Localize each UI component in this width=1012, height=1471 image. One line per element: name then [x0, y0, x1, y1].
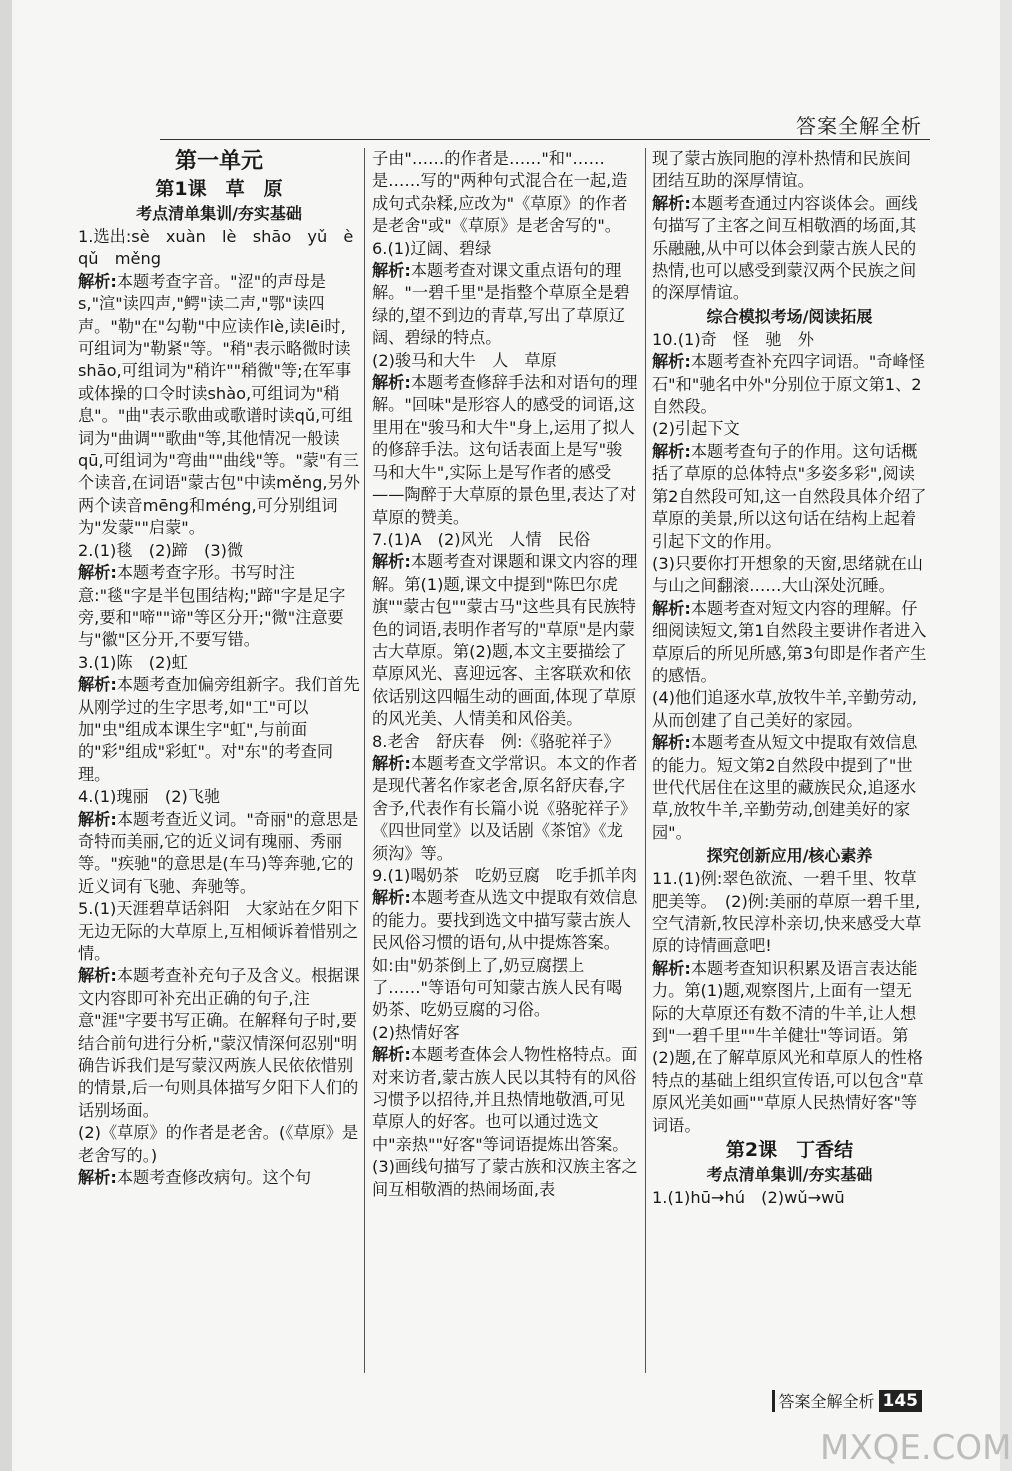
explanation-9-2: 解析:本题考查体会人物性格特点。面对来访者,蒙古族人民以其特有的风俗习惯予以招待,并且热情地敬酒,可见草原人的好客。也可以通过选文中"亲热""好客"等词语提炼出答案。	[372, 1045, 638, 1154]
header-title: 答案全解全析	[796, 114, 922, 138]
section-title: 综合模拟考场/阅读拓展	[706, 306, 873, 326]
explanation-7: 解析:本题考查对课题和课文内容的理解。第(1)题,课文中提到"陈巴尔虎旗""蒙古包""蒙古马"这些具有民族特色的词语,表明作者写的"草原"是内蒙古大草原。第(2)题,本文主要描绘了草原风光、喜迎远客、主客联欢和依依话别这四幅生动的画面,体现了草原的风光美、人情美和风俗美。	[372, 552, 638, 729]
answer-10-2: (2)引起下文	[652, 419, 740, 439]
explanation-label: 解析:	[78, 1168, 117, 1188]
explanation-6: 解析:本题考查对课文重点语句的理解。"一碧千里"是指整个草原全是碧绿的,望不到边的青草,写出了草原辽阔、碧绿的特点。	[372, 261, 630, 348]
answer-9: 9.(1)喝奶茶 吃奶豆腐 吃手抓羊肉	[372, 866, 637, 885]
lesson-title: 第1课 草 原	[155, 178, 283, 200]
answer-8: 8.老舍 舒庆春 例:《骆驼祥子》	[372, 731, 620, 751]
explanation-2: 解析:本题考查字形。书写时注意:"毯"字是半包围结构;"蹄"字是足字旁,要和"啼""谛"等区分开;"微"注意要与"徽"区分开,不要写错。	[78, 563, 346, 650]
explanation-9: 解析:本题考查从选文中提取有效信息的能力。要找到选文中描写蒙古族人民风俗习惯的语句,从中提炼答案。如:由"奶茶倒上了,奶豆腐摆上了……"等语句可知蒙古族人民有喝奶茶、吃奶豆腐的习俗。	[372, 888, 638, 1020]
answer-5: 5.(1)天涯碧草话斜阳 大家站在夕阳下无边无际的大草原上,互相倾诉着惜别之情。	[78, 899, 360, 963]
answer-6: 6.(1)辽阔、碧绿	[372, 238, 492, 258]
column-divider	[364, 148, 365, 1373]
explanation-8: 解析:本题考查文学常识。本文的作者是现代著名作家老舍,原名舒庆春,字舍予,代表作有长篇小说《骆驼祥子》《四世同堂》以及话剧《茶馆》《龙须沟》等。	[372, 753, 638, 863]
answer-10: 10.(1)奇 怪 驰 外	[652, 329, 814, 349]
answer-6-2: (2)骏马和大牛 人 草原	[372, 350, 557, 370]
page-footer	[772, 1389, 922, 1412]
answer-9-3: (3)画线句描写了蒙古族和汉族主客之间互相敬酒的热闹场面,表	[372, 1157, 638, 1199]
lesson-title: 第2课 丁香结	[725, 1139, 854, 1162]
explanation-9-3: 解析:本题考查通过内容谈体会。画线句描写了主客之间互相敬酒的场面,其乐融融,从中可以体会到蒙古族人民的热情,也可以感受到蒙汉两个民族之间的深厚情谊。	[652, 193, 918, 303]
explanation-label: 解析:	[372, 1045, 411, 1065]
explanation-label: 解析:	[652, 598, 691, 618]
answer-continued: 现了蒙古族同胞的淳朴热情和民族间团结互助的深厚情谊。	[652, 149, 911, 191]
header-rule	[160, 139, 930, 140]
explanation-label: 解析:	[78, 675, 117, 695]
explanation-6-2: 解析:本题考查修辞手法和对语句的理解。"回味"是形容人的感受的词语,这里用在"骏马和大牛"身上,运用了拟人的修辞手法。这句话表面上是写"骏马和大牛",实际上是写作者的感受——陶醉于大草原的景色里,表达了对草原的赞美。	[372, 373, 638, 527]
section-title: 考点清单集训/夯实基础	[136, 204, 302, 223]
explanation-5-2: 解析:本题考查修改病句。这个句	[78, 1168, 312, 1188]
answer-4: 4.(1)瑰丽 (2)飞驰	[78, 787, 221, 807]
explanation-3: 解析:本题考查加偏旁组新字。我们首先从刚学过的生字思考,如"工"可以加"虫"组成本课生字"虹",与前面的"彩"组成"彩虹"。对"东"的考查同理。	[78, 675, 360, 784]
unit-title: 第一单元	[174, 149, 263, 174]
watermark-text: MXQE.COM	[820, 1428, 1012, 1468]
page-edge	[0, 0, 12, 1471]
explanation-label: 解析:	[78, 271, 117, 291]
explanation-label: 解析:	[372, 373, 411, 393]
explanation-label: 解析:	[652, 352, 691, 372]
explanation-label: 解析:	[78, 809, 117, 829]
explanation-label: 解析:	[652, 733, 691, 753]
column-1	[78, 148, 370, 1373]
answer-11: 11.(1)例:翠色欲流、一碧千里、牧草肥美等。 (2)例:美丽的草原一碧千里,空气清新,牧民淳朴亲切,快来感受大草原的诗情画意吧!	[652, 869, 922, 956]
explanation-label: 解析:	[372, 753, 411, 773]
answer-10-4: (4)他们追逐水草,放牧牛羊,辛勤劳动,从而创建了自己美好的家园。	[652, 688, 917, 730]
column-3	[652, 148, 927, 1373]
footer-label: 答案全解全析	[778, 1392, 875, 1411]
answer-10-3: (3)只要你打开想象的天窗,思绪就在山与山之间翻滚……大山深处沉睡。	[652, 553, 923, 596]
explanation-label: 解析:	[652, 441, 691, 461]
explanation-11: 解析:本题考查知识积累及语言表达能力。第(1)题,观察图片,上面有一望无际的大草原还有数不清的牛羊,让人想到"一碧千里""牛羊健壮"等词语。第(2)题,在了解草原风光和草原人的性格特点的基础上组织宣传语,可以包含"草原风光美如画""草原人民热情好客"等词语。	[652, 958, 924, 1135]
explanation-label: 解析:	[372, 888, 411, 908]
answer-3: 3.(1)陈 (2)虹	[78, 652, 188, 672]
page-number: 145	[879, 1390, 923, 1412]
answer-12: 1.(1)hū→hú (2)wǔ→wū	[652, 1188, 845, 1208]
answer-1: 1.选出:sè xuàn lè shāo yǔ è qǔ měng	[78, 227, 370, 269]
footer-bar	[772, 1390, 775, 1412]
explanation-1: 解析:本题考查字音。"涩"的声母是s,"渲"读四声,"鳄"读二声,"鄂"读四声。"勒"在"勾勒"中应读作lè,读lēi时,可组词为"勒紧"等。"稍"表示略微时读shāo,可组词为"稍许""稍微"等;在军事或体操的口令时读shào,可组词为"稍息"。"曲"表示歌曲或歌谱时读qǔ,可组词为"曲调""歌曲"等,其他情况一般读qū,可组词为"弯曲""曲线"等。"蒙"有三个读音,在词语"蒙古包"中读měng,另外两个读音mēng和méng,可分别组词为"发蒙""启蒙"。	[78, 271, 360, 538]
answer-9-2: (2)热情好客	[372, 1022, 460, 1042]
explanation-10: 解析:本题考查补充四字词语。"奇峰怪石"和"驰名中外"分别位于原文第1、2自然段。	[652, 352, 925, 417]
section-title: 考点清单集训/夯实基础	[706, 1165, 873, 1185]
explanation-4: 解析:本题考查近义词。"奇丽"的意思是奇特而美丽,它的近义词有瑰丽、秀丽等。"疾驰"的意思是(车马)等奔驰,它的近义词有飞驰、奔驰等。	[78, 809, 359, 896]
explanation-label: 解析:	[78, 966, 117, 986]
explanation-10-2: 解析:本题考查句子的作用。这句话概括了草原的总体特点"多姿多彩",阅读第2自然段可知,这一自然段具体介绍了草原的美景,所以这句话在结构上起着引起下文的作用。	[652, 441, 927, 551]
explanation-continued: 子由"……的作者是……"和"……是……写的"两种句式混合在一起,造成句式杂糅,应改为"《草原》的作者是老舍"或"《草原》是老舍写的"。	[372, 149, 628, 236]
explanation-10-3: 解析:本题考查对短文内容的理解。仔细阅读短文,第1自然段主要讲作者进入草原后的所见所感,第3句即是作者产生的感悟。	[652, 598, 927, 685]
column-divider	[645, 148, 646, 1373]
section-title: 探究创新应用/核心素养	[706, 846, 873, 866]
explanation-label: 解析:	[372, 261, 411, 281]
explanation-10-4: 解析:本题考查从短文中提取有效信息的能力。短文第2自然段中提到了"世世代代居住在这里的藏族民众,追逐水草,放牧牛羊,辛勤劳动,创建美好的家园"。	[652, 733, 918, 842]
explanation-label: 解析:	[652, 958, 691, 978]
column-2	[372, 148, 638, 1373]
explanation-label: 解析:	[652, 193, 691, 213]
explanation-label: 解析:	[372, 552, 411, 572]
explanation-label: 解析:	[78, 563, 117, 583]
answer-7: 7.(1)A (2)风光 人情 民俗	[372, 529, 591, 549]
answer-5-2: (2)《草原》的作者是老舍。(《草原》是老舍写的。)	[78, 1123, 359, 1165]
answer-2: 2.(1)毯 (2)蹄 (3)微	[78, 540, 244, 560]
explanation-5: 解析:本题考查补充句子及含义。根据课文内容即可补充出正确的句子,注意"涯"字要书写正确。在解释句子时,要结合前句进行分析,"蒙汉情深何忍别"明确告诉我们是写蒙汉两族人民依依惜别的情景,后一句则具体描写夕阳下人们的话别场面。	[78, 966, 360, 1120]
